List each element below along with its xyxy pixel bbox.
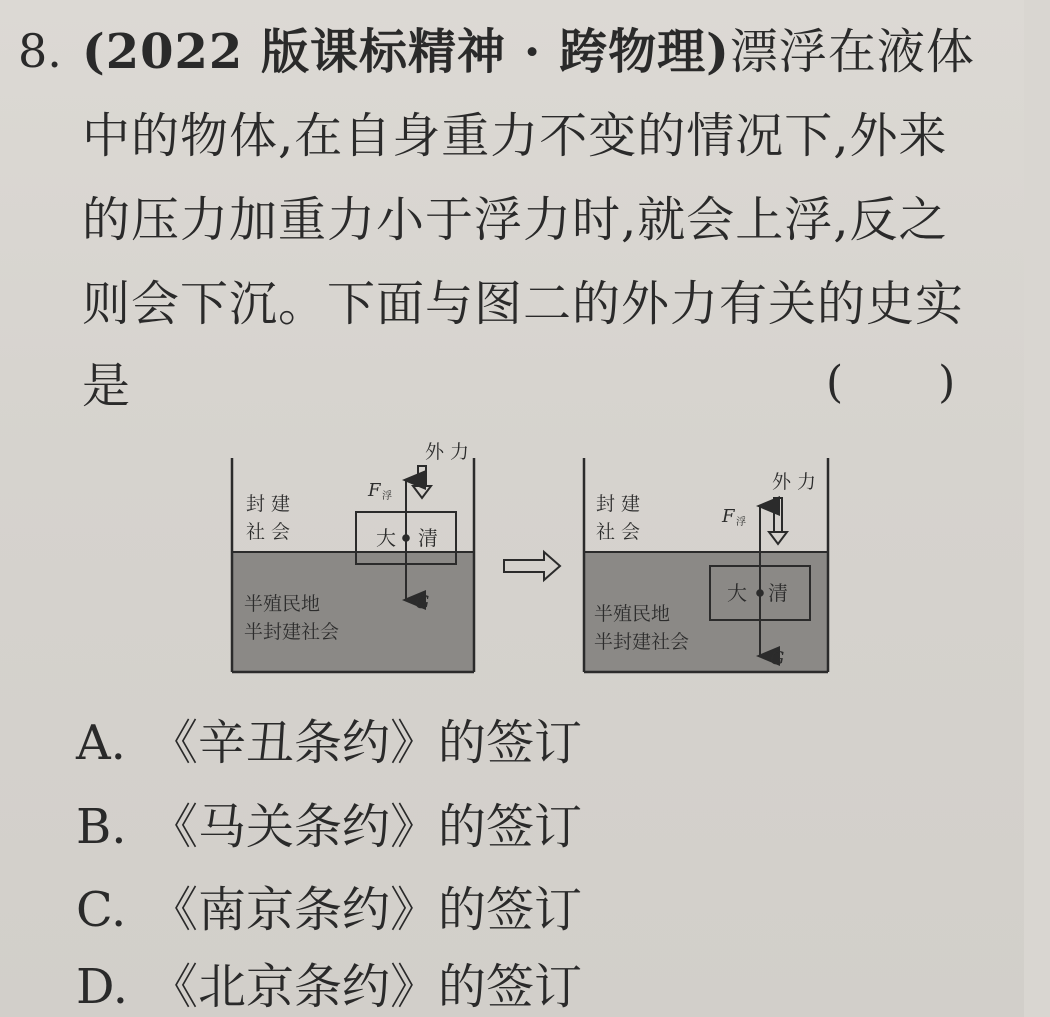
option-a-text: 《辛丑条约》的签订	[150, 715, 583, 771]
left-top-label-2: 社 会	[246, 521, 291, 543]
right-buoyancy-label: F	[722, 506, 735, 527]
right-bottom-label-1: 半殖民地	[594, 603, 671, 625]
option-d-text: 《北京条约》的签订	[150, 959, 583, 1015]
question-line-1	[82, 24, 975, 80]
right-buoyancy-sub: 浮	[736, 517, 746, 528]
option-d-letter: D.	[76, 959, 129, 1015]
option-a-letter: A.	[76, 715, 126, 771]
question-text-1: 漂浮在液体	[729, 24, 975, 80]
option-b[interactable]	[76, 799, 583, 855]
right-top-label-1: 封 建	[596, 493, 641, 515]
left-buoyancy-label: F	[368, 480, 381, 501]
left-panel	[232, 441, 474, 672]
answer-blank: ()	[826, 357, 1050, 408]
right-bottom-label-2: 半封建社会	[594, 631, 690, 653]
left-external-force-arrow	[413, 466, 431, 498]
question-source: (2022 版课标精神 · 跨物理)	[82, 24, 730, 80]
left-bottom-label-2: 半封建社会	[244, 621, 340, 643]
left-top-label-1: 封 建	[246, 493, 291, 515]
right-block-label-left: 大	[727, 581, 747, 605]
option-b-text: 《马关条约》的签订	[150, 799, 583, 855]
option-d[interactable]	[76, 959, 583, 1015]
question-number: 8.	[18, 24, 62, 78]
right-top-label-2: 社 会	[596, 521, 641, 543]
left-external-force-label: 外 力	[425, 441, 470, 463]
option-b-letter: B.	[76, 799, 127, 855]
question-line-5: 是	[82, 358, 132, 414]
left-block-label-right: 清	[418, 526, 438, 550]
left-block-label-left: 大	[376, 526, 396, 550]
right-panel	[584, 458, 828, 672]
left-buoyancy-sub: 浮	[382, 491, 392, 502]
right-gravity-label: G	[770, 648, 785, 669]
option-c-text: 《南京条约》的签订	[150, 882, 583, 938]
right-external-force-label: 外 力	[772, 471, 817, 493]
transition-arrow	[504, 552, 560, 580]
left-gravity-label: G	[415, 592, 430, 613]
question-line-3: 的压力加重力小于浮力时,就会上浮,反之	[82, 192, 948, 248]
right-block-label-right: 清	[768, 581, 788, 605]
option-c[interactable]	[76, 882, 583, 938]
left-bottom-label-1: 半殖民地	[244, 593, 321, 615]
question-line-2: 中的物体,在自身重力不变的情况下,外来	[82, 108, 948, 164]
option-c-letter: C.	[76, 882, 127, 938]
option-a[interactable]	[76, 715, 583, 771]
buoyancy-diagram	[220, 430, 840, 680]
question-line-4: 则会下沉。下面与图二的外力有关的史实	[82, 276, 965, 332]
right-external-force-arrow	[769, 498, 787, 544]
